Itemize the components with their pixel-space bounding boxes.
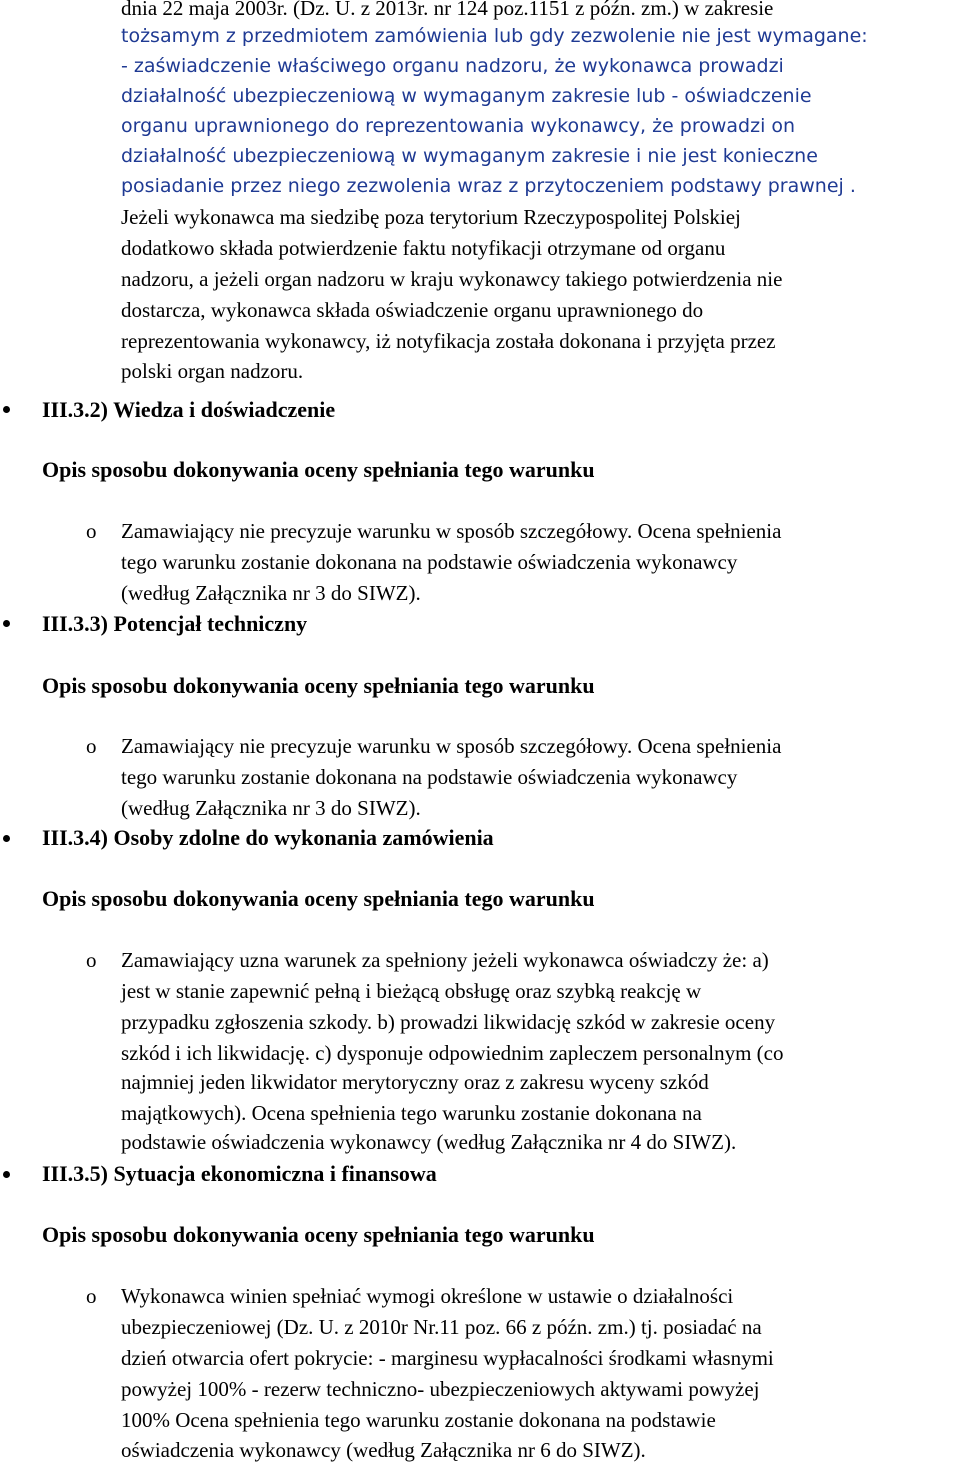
- section-line: Zamawiający nie precyzuje warunku w sposób szczegółowy. Ocena spełnienia: [121, 734, 782, 758]
- continuation-line: - zaświadczenie właściwego organu nadzoru, że wykonawca prowadzi: [121, 55, 784, 77]
- section-line: Zamawiający nie precyzuje warunku w sposób szczegółowy. Ocena spełnienia: [121, 519, 782, 543]
- section-subheading: Opis sposobu dokonywania oceny spełniania tego warunku: [42, 886, 595, 911]
- continuation-line: nadzoru, a jeżeli organ nadzoru w kraju wykonawcy takiego potwierdzenia nie: [121, 267, 783, 291]
- section-line: dzień otwarcia ofert pokrycie: - marginesu wypłacalności środkami własnymi: [121, 1346, 774, 1370]
- section-line: oświadczenia wykonawcy (według Załącznika nr 6 do SIWZ).: [121, 1438, 646, 1462]
- continuation-line: polski organ nadzoru.: [121, 359, 304, 383]
- section-line: 100% Ocena spełnienia tego warunku zostanie dokonana na podstawie: [121, 1408, 716, 1432]
- section-title: III.3.2) Wiedza i doświadczenie: [42, 397, 336, 422]
- section-line: najmniej jeden likwidator merytoryczny oraz z zakresu wyceny szkód: [121, 1070, 709, 1094]
- section-line: przypadku zgłoszenia szkody. b) prowadzi likwidację szkód w zakresie oceny: [121, 1010, 776, 1034]
- continuation-line: tożsamym z przedmiotem zamówienia lub gdy zezwolenie nie jest wymagane:: [121, 25, 868, 47]
- continuation-line: posiadanie przez niego zezwolenia wraz z przytoczeniem podstawy prawnej .: [121, 175, 856, 197]
- section-subheading: Opis sposobu dokonywania oceny spełniania tego warunku: [42, 457, 595, 482]
- section-line: powyżej 100% - rezerw techniczno- ubezpieczeniowych aktywami powyżej: [121, 1377, 760, 1401]
- section-line: szkód i ich likwidację. c) dysponuje odpowiednim zapleczem personalnym (co: [121, 1041, 784, 1065]
- continuation-line: organu uprawnionego do reprezentowania wykonawcy, że prowadzi on: [121, 115, 796, 137]
- section-subheading: Opis sposobu dokonywania oceny spełniania tego warunku: [42, 1222, 595, 1247]
- section-title: III.3.5) Sytuacja ekonomiczna i finansowa: [42, 1161, 437, 1186]
- continuation-line: dodatkowo składa potwierdzenie faktu notyfikacji otrzymane od organu: [121, 236, 726, 260]
- section-line: majątkowych). Ocena spełnienia tego warunku zostanie dokonana na: [121, 1101, 702, 1125]
- continuation-line: działalność ubezpieczeniową w wymaganym zakresie lub - oświadczenie: [121, 85, 812, 107]
- continuation-line: reprezentowania wykonawcy, iż notyfikacja została dokonana i przyjęta przez: [121, 329, 776, 353]
- section-line: Wykonawca winien spełniać wymogi określone w ustawie o działalności: [121, 1284, 734, 1308]
- section-title: III.3.3) Potencjał techniczny: [42, 611, 308, 636]
- continuation-line: działalność ubezpieczeniową w wymaganym zakresie i nie jest konieczne: [121, 145, 818, 167]
- bullet-icon: [3, 620, 10, 627]
- bullet-icon: [3, 406, 10, 413]
- section-line: (według Załącznika nr 3 do SIWZ).: [121, 581, 421, 605]
- circle-bullet-icon: o: [86, 1284, 97, 1308]
- section-line: tego warunku zostanie dokonana na podstawie oświadczenia wykonawcy: [121, 550, 738, 574]
- circle-bullet-icon: o: [86, 519, 97, 543]
- section-subheading: Opis sposobu dokonywania oceny spełniania tego warunku: [42, 673, 595, 698]
- continuation-line: dnia 22 maja 2003r. (Dz. U. z 2013r. nr 124 poz.1151 z późn. zm.) w zakresie: [121, 0, 774, 20]
- section-line: ubezpieczeniowej (Dz. U. z 2010r Nr.11 poz. 66 z późn. zm.) tj. posiadać na: [121, 1315, 762, 1339]
- section-title: III.3.4) Osoby zdolne do wykonania zamówienia: [42, 825, 494, 850]
- bullet-icon: [3, 835, 10, 842]
- continuation-line: dostarcza, wykonawca składa oświadczenie organu uprawnionego do: [121, 298, 704, 322]
- section-line: (według Załącznika nr 3 do SIWZ).: [121, 796, 421, 820]
- section-line: Zamawiający uzna warunek za spełniony jeżeli wykonawca oświadczy że: a): [121, 948, 769, 972]
- circle-bullet-icon: o: [86, 948, 97, 972]
- continuation-line: Jeżeli wykonawca ma siedzibę poza terytorium Rzeczypospolitej Polskiej: [121, 205, 741, 229]
- circle-bullet-icon: o: [86, 734, 97, 758]
- section-line: podstawie oświadczenia wykonawcy (według Załącznika nr 4 do SIWZ).: [121, 1130, 737, 1154]
- section-line: tego warunku zostanie dokonana na podstawie oświadczenia wykonawcy: [121, 765, 738, 789]
- section-line: jest w stanie zapewnić pełną i bieżącą obsługę oraz szybką reakcję w: [121, 979, 702, 1003]
- bullet-icon: [3, 1171, 10, 1178]
